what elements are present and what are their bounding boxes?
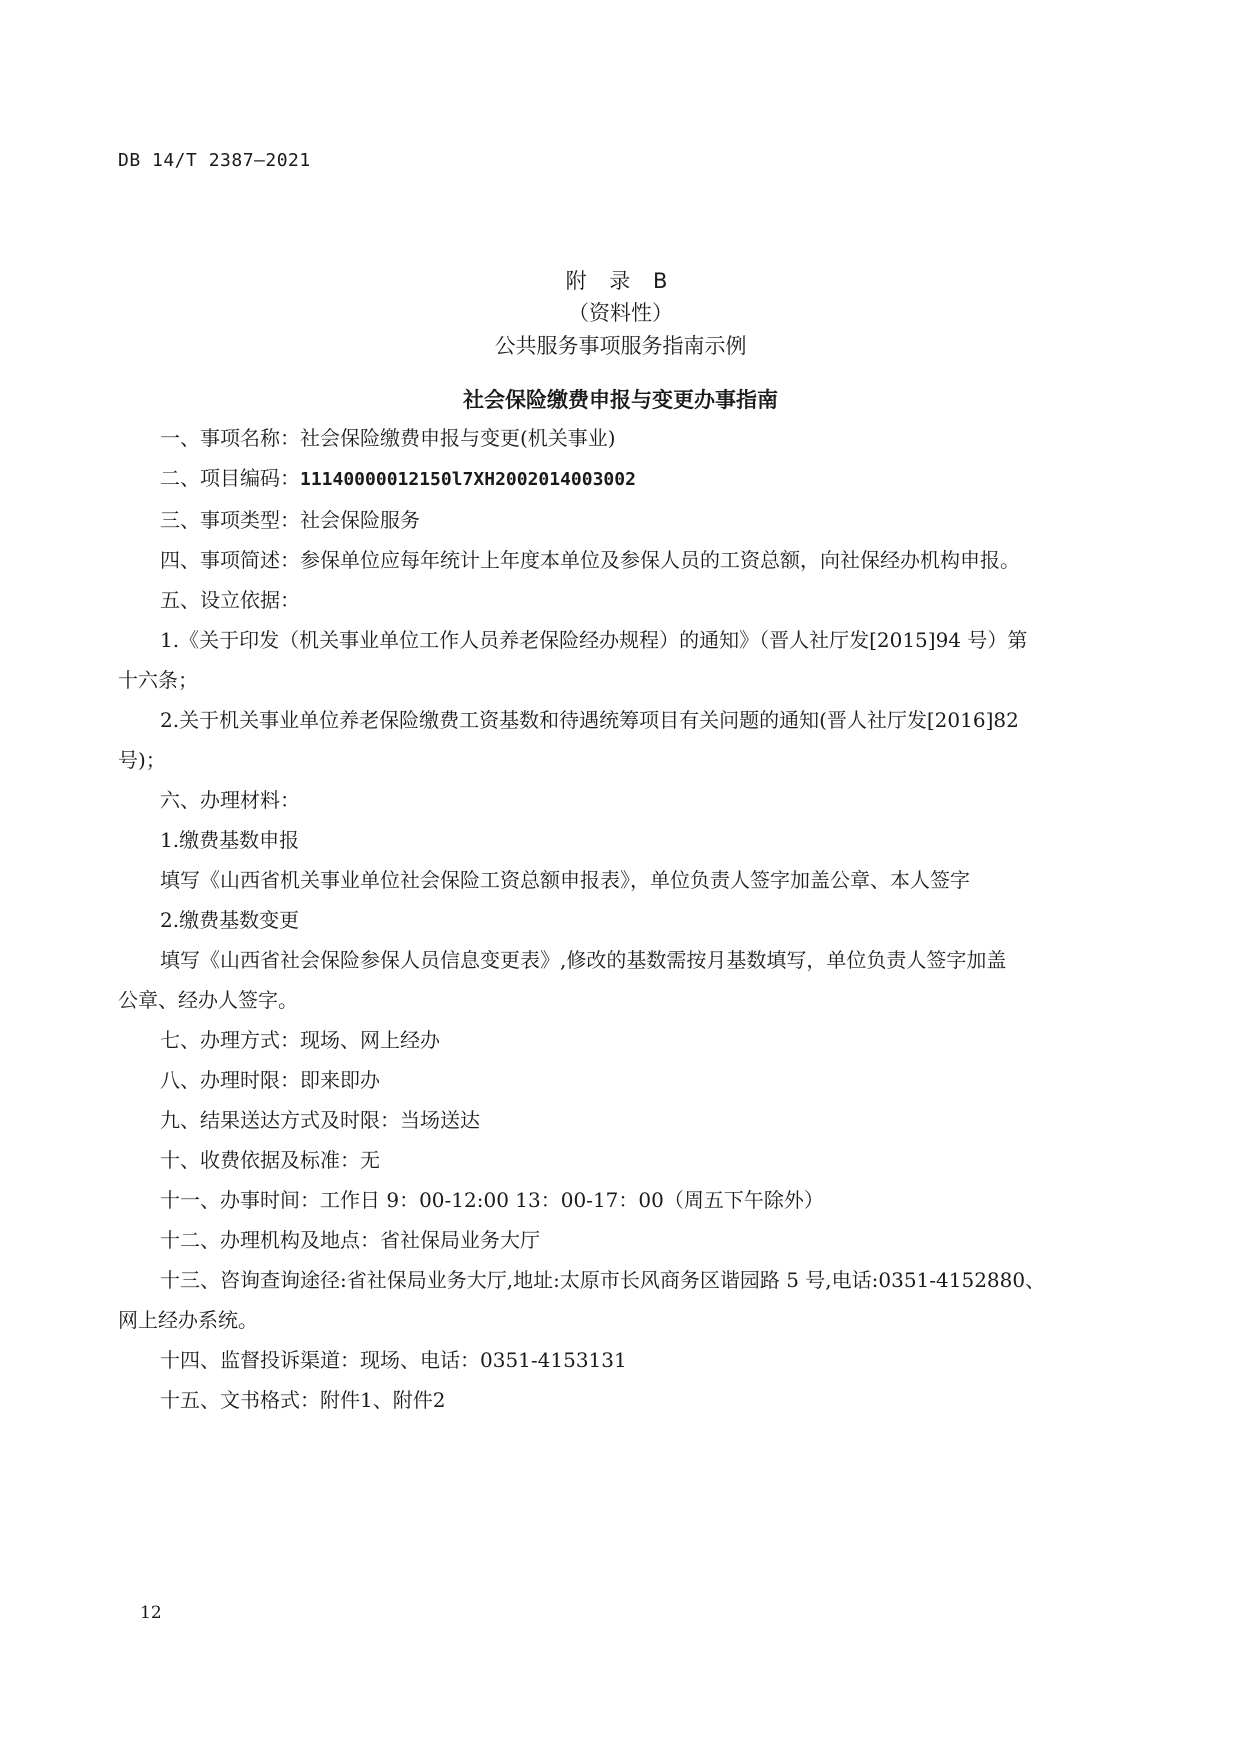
appendix-nature: （资料性） bbox=[568, 301, 673, 325]
guide-item: 十四、监督投诉渠道：现场、电话：0351-4153131 bbox=[160, 1348, 627, 1372]
guide-item: 填写《山西省社会保险参保人员信息变更表》,修改的基数需按月基数填写，单位负责人签字加盖 bbox=[160, 948, 1007, 972]
guide-item: 四、事项简述：参保单位应每年统计上年度本单位及参保人员的工资总额，向社保经办机构申报。 bbox=[160, 548, 1020, 572]
guide-title: 社会保险缴费申报与变更办事指南 bbox=[463, 388, 778, 412]
page-number: 12 bbox=[140, 1603, 162, 1623]
guide-item: 1.《关于印发（机关事业单位工作人员养老保险经办规程）的通知》（晋人社厅发[2015]94 号）第 bbox=[160, 628, 1028, 652]
guide-item: 填写《山西省机关事业单位社会保险工资总额申报表》，单位负责人签字加盖公章、本人签字 bbox=[160, 868, 970, 892]
guide-item: 十三、咨询查询途径:省社保局业务大厅,地址:太原市长风商务区谐园路 5 号,电话:0351-4152880、 bbox=[160, 1268, 1046, 1292]
guide-item: 十六条； bbox=[118, 668, 198, 692]
guide-item: 十、收费依据及标准：无 bbox=[160, 1148, 380, 1172]
guide-item: 2.缴费基数变更 bbox=[160, 908, 300, 932]
guide-item: 七、办理方式：现场、网上经办 bbox=[160, 1028, 440, 1052]
guide-item: 公章、经办人签字。 bbox=[118, 988, 298, 1012]
guide-body bbox=[118, 418, 1108, 1420]
guide-item: 一、事项名称：社会保险缴费申报与变更(机关事业) bbox=[160, 426, 616, 450]
guide-item: 网上经办系统。 bbox=[118, 1308, 258, 1332]
guide-item: 2.关于机关事业单位养老保险缴费工资基数和待遇统筹项目有关问题的通知(晋人社厅发[2016]82 bbox=[160, 708, 1019, 732]
guide-item: 号)； bbox=[118, 748, 166, 772]
guide-item: 十一、办事时间：工作日 9：00-12:00 13：00-17：00（周五下午除外） bbox=[160, 1188, 824, 1212]
guide-item: 八、办理时限：即来即办 bbox=[160, 1068, 380, 1092]
guide-item: 十五、文书格式：附件1、附件2 bbox=[160, 1388, 446, 1412]
guide-item: 1.缴费基数申报 bbox=[160, 828, 300, 852]
document-code: DB 14/T 2387—2021 bbox=[118, 150, 311, 171]
guide-item bbox=[118, 458, 1108, 500]
project-code: 11140000012150l7XH2002014003002 bbox=[300, 469, 636, 490]
guide-item: 九、结果送达方式及时限：当场送达 bbox=[160, 1108, 480, 1132]
guide-item: 六、办理材料： bbox=[160, 788, 300, 812]
item-label: 二、项目编码： bbox=[160, 466, 300, 490]
guide-item: 三、事项类型：社会保险服务 bbox=[160, 508, 420, 532]
guide-item: 五、设立依据： bbox=[160, 588, 300, 612]
appendix-caption: 公共服务事项服务指南示例 bbox=[494, 334, 747, 358]
guide-item: 十二、办理机构及地点：省社保局业务大厅 bbox=[160, 1228, 540, 1252]
appendix-title: 附 录 B bbox=[565, 269, 676, 293]
